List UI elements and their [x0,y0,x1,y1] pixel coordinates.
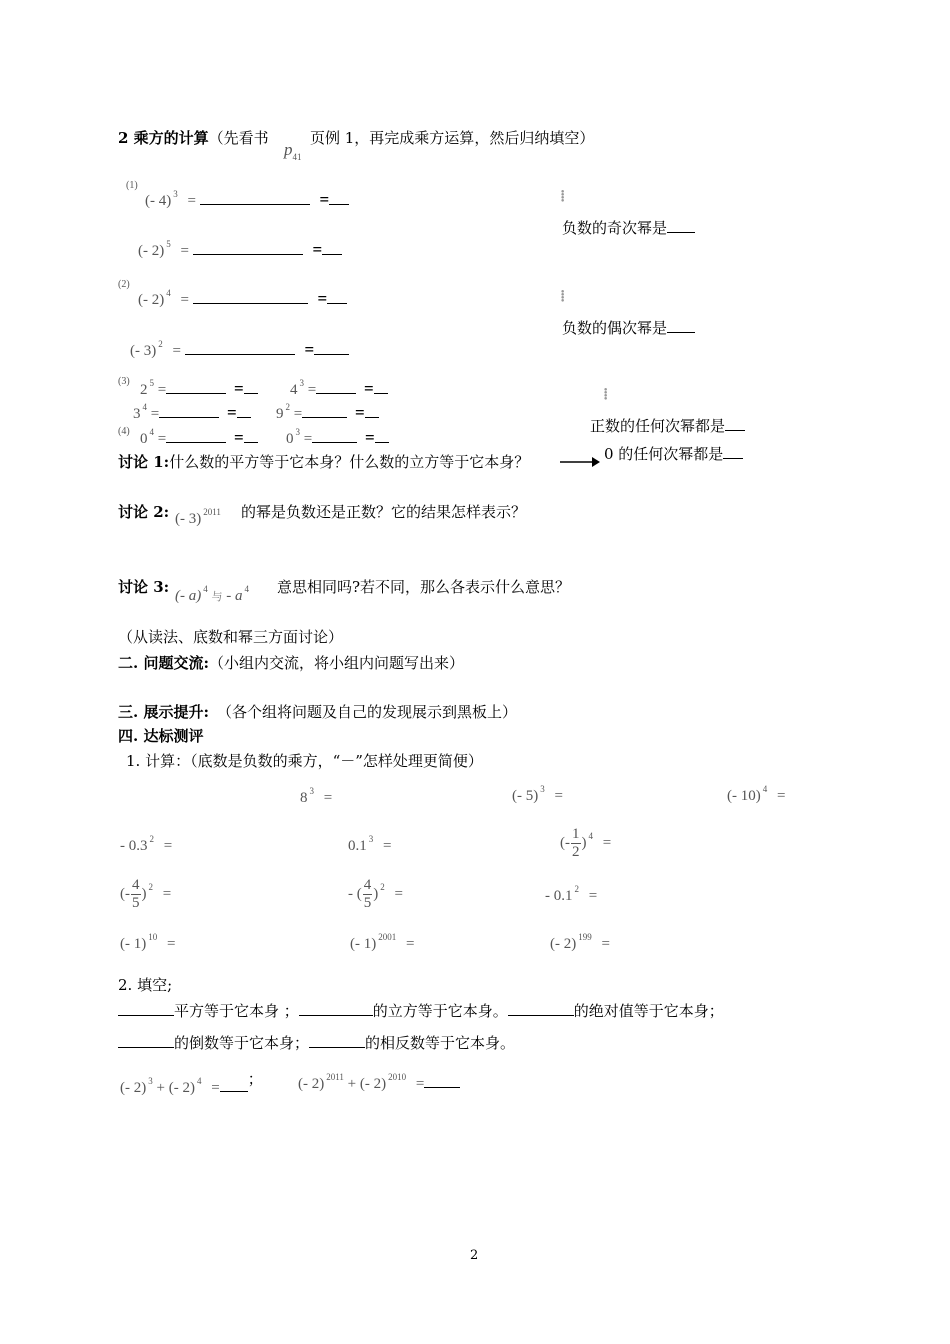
eq: = [303,431,313,447]
exp: 2001 [378,932,397,942]
answer-blank[interactable] [193,244,303,255]
discussion3-expr2: - a [226,588,243,604]
answer-blank[interactable] [244,432,258,443]
discussion3-expr2-exp: 4 [244,584,249,594]
calc-r2c3 [560,827,611,860]
q2-line2b: 的相反数等于它本身。 [365,1034,516,1052]
exp: 3 [295,427,300,437]
plus: + [347,1076,357,1092]
answer-blank[interactable] [667,322,695,333]
group4-rowa: 0 $^4$ = = [140,428,258,448]
exp: 2 [148,881,153,892]
group3-row1a: 2 $^5$ = = [140,379,258,399]
group4-rowb: 0 $^3$ = = [286,428,389,448]
denominator: 5 [363,895,372,911]
exp: 2 [574,884,579,894]
q2-line1 [118,1000,724,1021]
group2-row1-exp: 4 [166,288,171,298]
pre: - ( [348,885,362,902]
eq: = [554,788,563,804]
group2-row2-eq: = [172,343,181,359]
q2-label: 2. 填空; [118,976,173,994]
discussion3-expr1: (- a) [175,588,202,604]
answer-blank[interactable] [237,407,251,418]
answer-blank[interactable] [374,383,388,394]
base: (- 2) [298,1076,325,1092]
base: 2 [140,382,148,398]
base: 9 [276,406,284,422]
exp: 2 [149,834,154,844]
base: 8 [300,790,308,806]
base: (- 1) [350,936,377,952]
group1-row2-exp: 5 [166,239,171,249]
answer-blank[interactable] [244,383,258,394]
answer-blank[interactable] [166,383,226,394]
q2-line2 [118,1032,515,1053]
section2-instruction-b: 页例 1，再完成乘方运算，然后归纳填空） [310,129,595,147]
answer-blank[interactable] [424,1077,460,1088]
plus: + [156,1080,165,1096]
base: (- 5) [512,788,539,804]
base: (- 2) [120,1080,147,1096]
answer-blank[interactable] [185,344,295,355]
group2-conclusion: 负数的偶次幂是 [562,319,668,337]
answer-blank[interactable] [314,344,349,355]
exp: 5 [149,378,154,388]
eq: = [307,382,317,398]
eq: = [157,431,167,447]
answer-blank[interactable] [193,293,308,304]
exp: 3 [148,1076,153,1086]
exp: 3 [540,784,545,794]
answer-blank[interactable] [118,1037,174,1048]
eq: = [415,1076,425,1092]
page-ref-number: 41 [292,152,302,162]
base: - 0.1 [545,888,573,904]
part4-heading: 四. 达标测评 [118,727,204,745]
answer-blank[interactable] [159,407,219,418]
answer-blank[interactable] [118,1005,174,1016]
exp: 2 [380,881,385,892]
q2-line1c: 的绝对值等于它本身； [573,1002,724,1020]
eq: = [293,406,303,422]
base: 3 [133,406,141,422]
group1-row1-base: (- 4) [145,193,172,209]
answer-blank[interactable] [316,383,356,394]
numerator: 1 [572,826,580,842]
eq: = [211,1080,220,1096]
answer-blank[interactable] [508,1005,574,1016]
exp: 3 [368,834,374,844]
eq: = [162,885,172,902]
answer-blank[interactable] [365,407,379,418]
answer-blank[interactable] [329,194,349,205]
group2-row2: (- 3) $^2$ = = [130,340,349,360]
answer-blank[interactable] [220,1081,248,1092]
discussion1-label: 讨论 1: [118,453,170,471]
exp: 4 [762,784,768,794]
group2-label: (2) [118,279,130,290]
discussion3-label: 讨论 3: [118,578,170,596]
base: (- 2) [168,1080,195,1096]
answer-blank[interactable] [723,448,743,459]
calc-r4c1 [120,932,176,953]
eq: = [323,790,333,806]
answer-blank[interactable] [322,244,342,255]
group1-row1-eq: = [187,193,196,209]
group1-row2-base: (- 2) [138,243,165,259]
base: (- 1) [120,936,147,952]
group3-label: (3) [118,376,130,387]
exp: 4 [196,1076,202,1086]
group1-conclusion-line [562,217,695,238]
answer-blank[interactable] [375,432,389,443]
answer-blank[interactable] [302,407,347,418]
page-ref [284,140,302,160]
group1-row1: (- 4) $^3$ = = [145,190,349,210]
numerator: 4 [132,877,140,893]
group2-row1: (- 2) $^4$ = = [138,289,347,309]
calc-r1c2 [512,784,563,805]
answer-blank[interactable] [166,432,226,443]
eq: = [157,382,167,398]
discussion2-base: (- 3) [175,511,202,527]
eq: = [383,838,392,854]
discussion2-text: 的幂是负数还是正数？它的结果怎样表示？ [241,503,527,521]
section2-heading: 2 乘方的计算 [118,129,209,147]
base: (- 2) [550,936,577,952]
group2-row2-exp: 2 [158,339,163,349]
eq: = [588,888,598,904]
discussion1 [118,451,529,472]
base: (- 2) [359,1076,387,1092]
q1-label: 1. 计算：（底数是负数的乘方，“－”怎样处理更简便） [126,752,483,770]
calc-r3c3 [545,884,598,905]
part2 [118,652,464,673]
q2-expr2 [298,1072,460,1093]
page-ref-letter: p [284,140,293,159]
brace-icon: ⁞ [560,186,566,205]
answer-blank[interactable] [327,293,347,304]
denominator: 5 [132,895,140,911]
answer-blank[interactable] [667,222,695,233]
group2-row1-eq: = [180,292,189,308]
group1-row2-eq: = [180,243,189,259]
base: (- 10) [727,788,761,804]
discussion3-expr [175,584,249,605]
eq: = [167,936,176,952]
group3-conclusion: 正数的任何次幂都是 [590,417,726,435]
brace-icon: ⁞ [603,384,609,403]
eq: = [150,406,160,422]
section2-instruction-a: （先看书 [208,129,269,147]
eq: = [406,936,415,952]
eq: = [602,834,612,851]
eq: = [601,936,610,952]
exp: 4 [149,427,154,437]
group1-row1-exp: 3 [173,189,178,199]
discussion3-text: 意思相同吗?若不同，那么各表示什么意思？ [277,578,571,596]
page-number: 2 [470,1248,479,1263]
answer-blank[interactable] [725,420,745,431]
group4-conclusion: 0 的任何次幂都是 [604,445,724,463]
q2-line1b: 的立方等于它本身。 [372,1002,508,1020]
exp: 3 [309,786,314,796]
group3-conclusion-line [590,415,745,436]
calc-r1c1 [300,786,333,807]
answer-blank[interactable] [309,1037,365,1048]
exp: 2 [285,402,290,412]
q2-line1a: 平方等于它本身 ； [174,1002,299,1020]
group3-row1b: 4 $^3$ = = [290,379,388,399]
exp: 2011 [326,1072,344,1082]
group1-label: (1) [126,180,138,191]
answer-blank[interactable] [299,1005,373,1016]
base: 0.1 [348,838,367,854]
part2-text: （小组内交流，将小组内问题写出来） [208,654,464,672]
answer-blank[interactable] [200,194,310,205]
post: ) [373,885,379,902]
calc-r2c2 [348,834,392,855]
discussion3-expr1-exp: 4 [203,584,208,594]
base: - 0.3 [120,838,148,854]
calc-r4c3 [550,932,610,953]
exp: 2010 [388,1072,407,1082]
post: ) [141,885,147,902]
group3-row2b: 9 $^2$ = = [276,403,379,423]
denominator: 2 [572,844,580,860]
group4-conclusion-line [604,443,743,464]
numerator: 4 [363,877,372,893]
group3-row2a: 3 $^4$ = = [133,403,251,423]
calc-r4c2 [350,932,415,953]
part3 [118,701,517,722]
discussion2-expr [175,507,221,528]
pre: (- [560,834,570,851]
pre: (- [120,885,130,902]
arrow-icon [560,455,600,469]
discussion2-exp: 2011 [203,507,221,517]
group2-row1-base: (- 2) [138,292,165,308]
post: ) [581,834,587,851]
exp: 10 [148,932,158,942]
group1-row2: (- 2) $^5$ = = [138,240,342,260]
discussion1-text: 什么数的平方等于它本身？什么数的立方等于它本身？ [169,453,530,471]
q2-line2a: 的倒数等于它本身； [174,1034,310,1052]
q2-expr1 [120,1072,263,1097]
calc-r3c1 [120,878,171,911]
section2-heading-line [118,127,269,148]
part3-heading: 三. 展示提升: [118,703,209,721]
exp: 4 [142,402,147,412]
calc-r1c3 [727,784,786,805]
group2-row2-base: (- 3) [130,343,157,359]
part3-text: （各个组将问题及自己的发现展示到黑板上） [216,703,517,721]
note-reading: （从读法、底数和幂三方面讨论） [118,628,344,646]
exp: 199 [578,932,592,942]
part2-heading: 二. 问题交流: [118,654,209,672]
calc-r3c2 [348,878,403,911]
discussion2-label: 讨论 2: [118,503,170,521]
discussion3-mid: 与 [211,591,223,603]
sep: ； [247,1072,263,1088]
exp: 4 [588,830,593,841]
eq: = [163,838,173,854]
group4-label: (4) [118,426,130,437]
base: 0 [286,431,294,447]
group1-conclusion: 负数的奇次幂是 [562,219,668,237]
exp: 3 [299,378,304,388]
base: 0 [140,431,148,447]
brace-icon: ⁞ [560,286,566,305]
group2-conclusion-line [562,317,695,338]
answer-blank[interactable] [312,432,357,443]
eq: = [777,788,786,804]
calc-r2c1 [120,834,173,855]
base: 4 [290,382,298,398]
eq: = [394,885,403,902]
